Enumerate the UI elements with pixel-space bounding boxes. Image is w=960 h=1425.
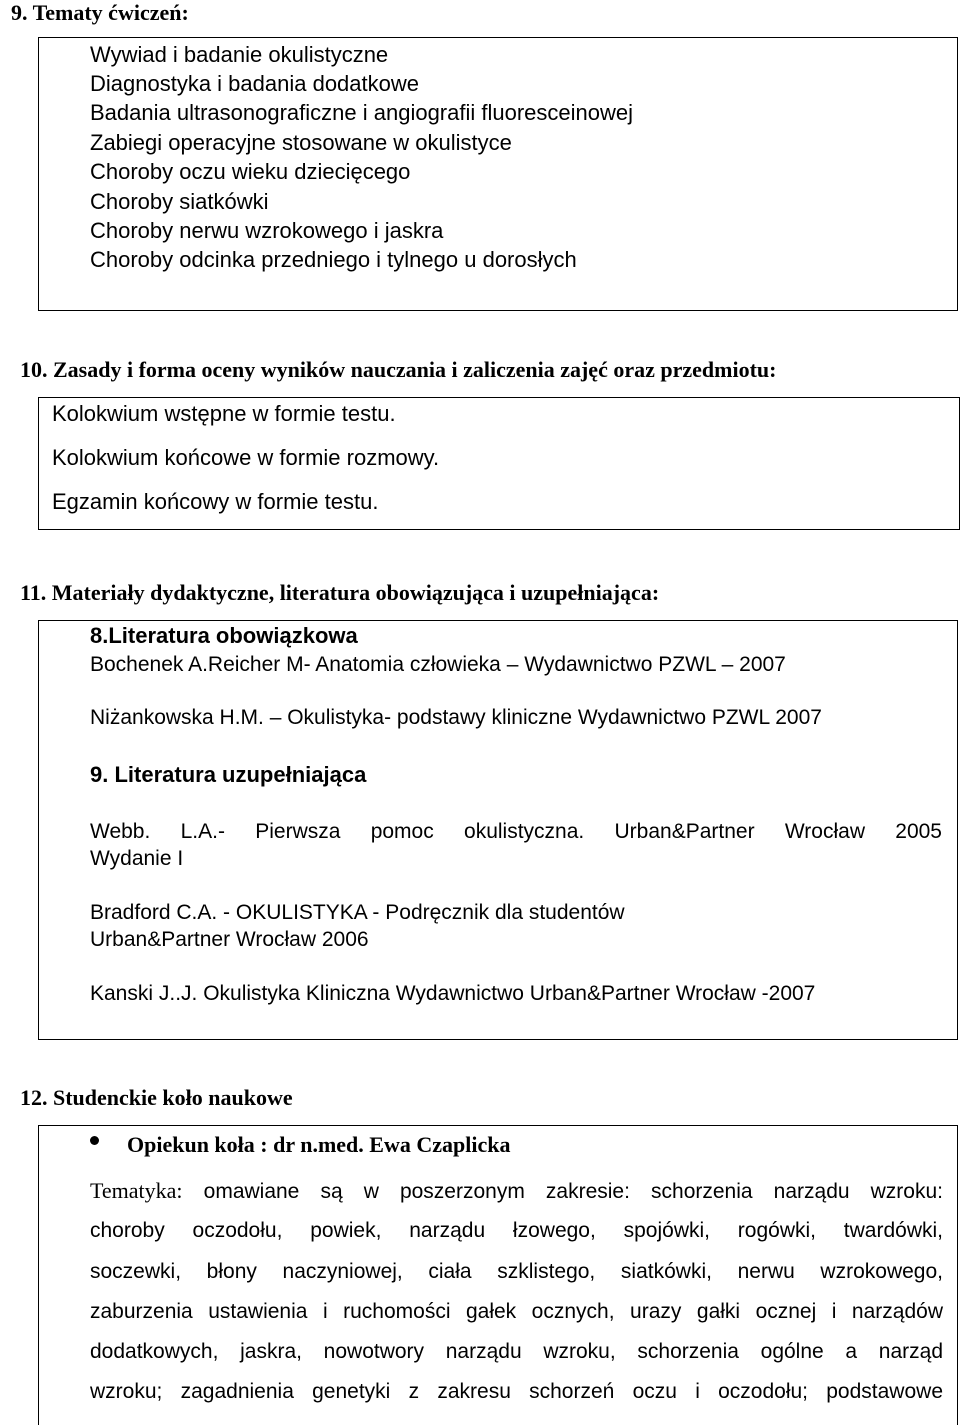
topic-item: Badania ultrasonograficzne i angiografii fluoresceinowej: [90, 100, 633, 125]
assessment-item: Kolokwium końcowe w formie rozmowy.: [52, 445, 440, 470]
required-literature-heading: 8.Literatura obowiązkowa: [90, 623, 358, 648]
topics-text: omawiane są w poszerzonym zakresie: schorzenia narządu wzroku:: [203, 1180, 943, 1203]
topics-line: dodatkowych, jaskra, nowotwory narządu wzroku, schorzenia ogólne a narząd: [90, 1340, 943, 1363]
topics-label: Tematyka:: [90, 1178, 183, 1203]
topics-line: [90, 1178, 943, 1204]
assessment-item: Kolokwium wstępne w formie testu.: [52, 401, 396, 426]
assessment-item: Egzamin końcowy w formie testu.: [52, 489, 379, 514]
topic-item: Choroby nerwu wzrokowego i jaskra: [90, 218, 444, 243]
bullet-icon: [90, 1136, 99, 1145]
topic-item: Choroby oczu wieku dziecięcego: [90, 159, 411, 184]
topic-item: Zabiegi operacyjne stosowane w okulistyce: [90, 130, 512, 155]
topic-item: Wywiad i badanie okulistyczne: [90, 42, 389, 67]
supplementary-literature-heading: 9. Literatura uzupełniająca: [90, 762, 367, 787]
section-11-heading: 11. Materiały dydaktyczne, literatura obowiązująca i uzupełniająca:: [20, 580, 660, 605]
topic-item: Diagnostyka i badania dodatkowe: [90, 71, 420, 96]
topics-line: zaburzenia ustawienia i ruchomości gałek ocznych, urazy gałki ocznej i narządów: [90, 1300, 943, 1323]
topics-line: choroby oczodołu, powiek, narządu łzowego, spojówki, rogówki, twardówki,: [90, 1219, 943, 1242]
topics-line: wzroku; zagadnienia genetyki z zakresu schorzeń oczu i oczodołu; podstawowe: [90, 1380, 943, 1403]
literature-item: Webb. L.A.- Pierwsza pomoc okulistyczna. Urban&Partner Wrocław 2005: [90, 820, 942, 843]
club-supervisor: Opiekun koła : dr n.med. Ewa Czaplicka: [127, 1132, 511, 1157]
topic-item: Choroby odcinka przedniego i tylnego u dorosłych: [90, 247, 577, 272]
section-12-heading: 12. Studenckie koło naukowe: [20, 1085, 293, 1110]
literature-item: Bochenek A.Reicher M- Anatomia człowieka – Wydawnictwo PZWL – 2007: [90, 653, 786, 676]
topic-item: Choroby siatkówki: [90, 189, 269, 214]
literature-item: Niżankowska H.M. – Okulistyka- podstawy kliniczne Wydawnictwo PZWL 2007: [90, 706, 822, 729]
section-9-heading: 9. Tematy ćwiczeń:: [11, 0, 189, 25]
topics-line: soczewki, błony naczyniowej, ciała szklistego, siatkówki, nerwu wzrokowego,: [90, 1260, 943, 1283]
section-10-heading: 10. Zasady i forma oceny wyników nauczania i zaliczenia zajęć oraz przedmiotu:: [20, 357, 777, 382]
literature-item: Urban&Partner Wrocław 2006: [90, 928, 369, 951]
literature-item: Bradford C.A. - OKULISTYKA - Podręcznik dla studentów: [90, 901, 625, 924]
literature-item: Wydanie I: [90, 847, 184, 870]
literature-item: Kanski J..J. Okulistyka Kliniczna Wydawnictwo Urban&Partner Wrocław -2007: [90, 982, 816, 1005]
